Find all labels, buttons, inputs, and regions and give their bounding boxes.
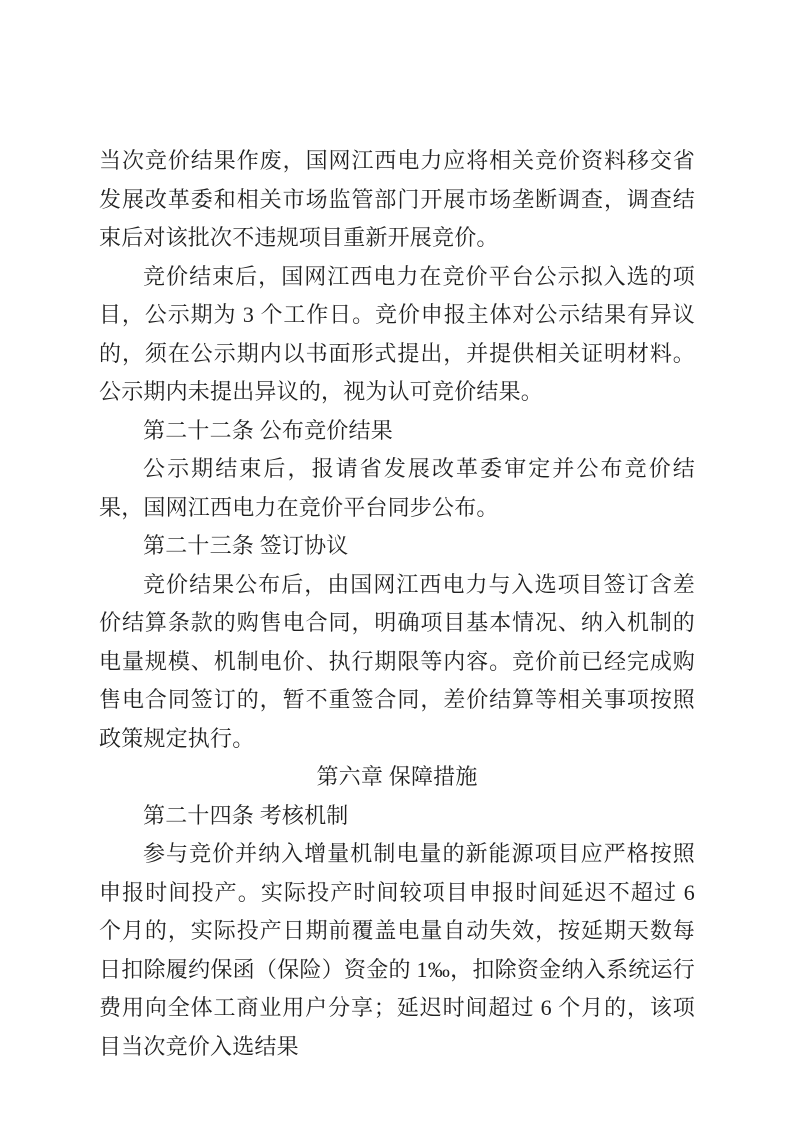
paragraph-continued-from-previous-page: 当次竞价结果作废，国网江西电力应将相关竞价资料移交省发展改革委和相关市场监管部门开展市场垄断调查，调查结束后对该批次不违规项目重新开展竞价。 [99, 148, 695, 250]
article-heading-23: 第二十三条 签订协议 [143, 533, 349, 558]
paragraph-assessment-mechanism: 参与竞价并纳入增量机制电量的新能源项目应严格按照申报时间投产。实际投产时间较项目申报时间延迟不超过 6 个月的，实际投产日期前覆盖电量自动失效，按延期天数每日扣除履约保函（保险）资金的 1‰，扣除资金纳入系统运行费用向全体工商业用户分享；延迟时间超过 6 个月的，该项目当次竞价入选结果 [99, 841, 695, 1059]
chapter-heading-6: 第六章 保障措施 [316, 764, 478, 789]
paragraph-publish-results: 公示期结束后，报请省发展改革委审定并公布竞价结果，国网江西电力在竞价平台同步公布。 [99, 456, 695, 520]
document-body [99, 142, 695, 1066]
article-heading-24: 第二十四条 考核机制 [143, 802, 349, 828]
paragraph-bidding-publicity: 竞价结束后，国网江西电力在竞价平台公示拟入选的项目，公示期为 3 个工作日。竞价申报主体对公示结果有异议的，须在公示期内以书面形式提出，并提供相关证明材料。公示期内未提出异议的，视为认可竞价结果。 [99, 263, 695, 404]
article-heading-22: 第二十二条 公布竞价结果 [143, 417, 393, 443]
paragraph-sign-agreement: 竞价结果公布后，由国网江西电力与入选项目签订含差价结算条款的购售电合同，明确项目基本情况、纳入机制的电量规模、机制电价、执行期限等内容。竞价前已经完成购售电合同签订的，暂不重签合同，差价结算等相关事项按照政策规定执行。 [99, 571, 695, 751]
